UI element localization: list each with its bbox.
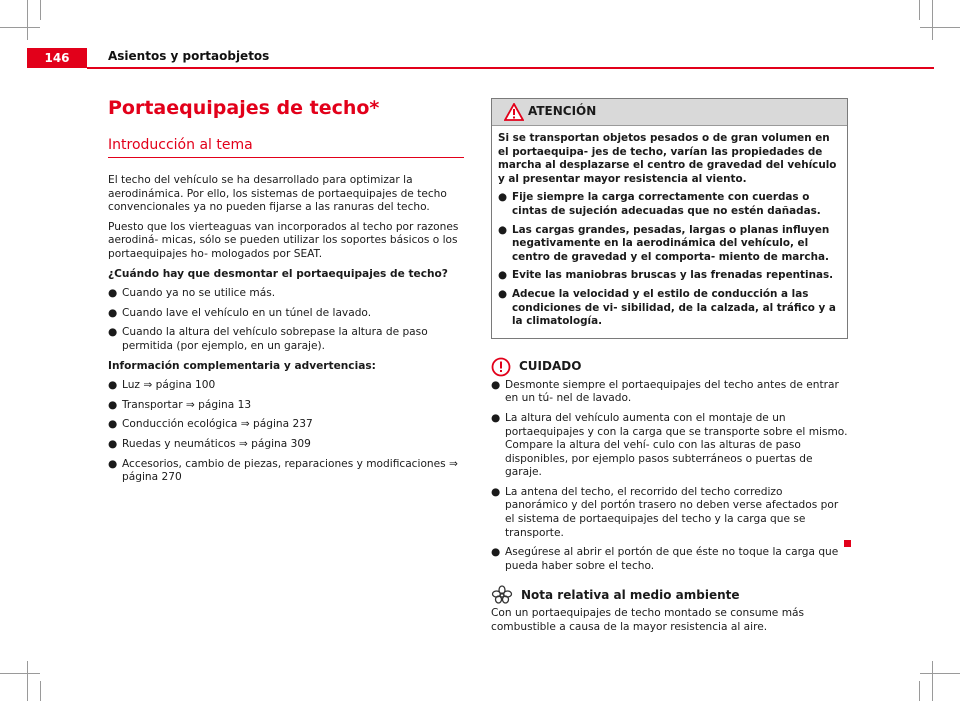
question-heading: ¿Cuándo hay que desmontar el portaequipajes de techo? bbox=[108, 267, 448, 280]
warning-intro: Si se transportan objetos pesados o de gran volumen en el portaequipa- jes de techo, varían las propiedades de marcha al desplazarse el centro de gravedad del vehículo y al presentar mayor resistencia al viento. bbox=[498, 132, 837, 185]
intro-paragraph: El techo del vehículo se ha desarrollado para optimizar la aerodinámica. Por ello, los sistemas de portaequipajes de techo convencionales ya no pueden fijarse a las ranuras del techo. bbox=[108, 174, 447, 214]
link-item[interactable]: ● Accesorios, cambio de piezas, reparaciones y modificaciones ⇒ página 270 bbox=[108, 457, 458, 484]
crop-mark bbox=[919, 681, 920, 701]
warning-triangle-icon bbox=[504, 103, 524, 121]
info-heading: Información complementaria y advertencias: bbox=[108, 359, 376, 372]
environment-flower-icon bbox=[491, 585, 513, 605]
link-item[interactable]: ● Ruedas y neumáticos ⇒ página 309 bbox=[108, 437, 311, 450]
crop-mark bbox=[920, 27, 960, 28]
list-item: ● La altura del vehículo aumenta con el montaje de un portaequipajes y con la carga que se transporte sobre el mismo. Compare la altura del vehí- culo con las alturas de paso disponibles, por ejemplo pasos subterráneos o puertas de garaje. bbox=[491, 411, 848, 479]
list-item: ● Asegúrese al abrir el portón de que éste no toque la carga que pueda haber sobre el techo. bbox=[491, 546, 839, 572]
warning-header bbox=[492, 99, 847, 126]
crop-mark bbox=[932, 661, 933, 701]
caution-exclamation-icon bbox=[491, 357, 511, 377]
environment-text: Con un portaequipajes de techo montado se consume más combustible a causa de la mayor resistencia al aire. bbox=[491, 607, 805, 634]
environment-title: Nota relativa al medio ambiente bbox=[521, 587, 740, 602]
crop-mark bbox=[40, 0, 41, 20]
list-item: ● Fije siempre la carga correctamente con cuerdas o cintas de sujeción adecuadas que no estén dañadas. bbox=[498, 191, 821, 217]
page-number: 146 bbox=[27, 48, 87, 68]
chapter-title: Asientos y portaobjetos bbox=[108, 49, 270, 63]
crop-mark bbox=[932, 0, 933, 40]
crop-mark bbox=[0, 27, 40, 28]
list-item: ● Desmonte siempre el portaequipajes del techo antes de entrar en un tú- nel de lavado. bbox=[491, 378, 839, 405]
crop-mark bbox=[920, 673, 960, 674]
crop-mark bbox=[919, 0, 920, 20]
crop-mark bbox=[0, 673, 40, 674]
environment-header bbox=[491, 585, 848, 605]
caution-section bbox=[491, 357, 848, 574]
list-item: ● Adecue la velocidad y el estilo de conducción a las condiciones de vi- sibilidad, de la calzada, al tráfico y a la climatología. bbox=[498, 287, 836, 328]
list-item: ● Cuando la altura del vehículo sobrepase la altura de paso permitida (por ejemplo, en un garaje). bbox=[108, 326, 428, 352]
left-column bbox=[108, 96, 464, 491]
caution-header bbox=[491, 357, 848, 377]
header-rule bbox=[87, 67, 934, 69]
environment-section bbox=[491, 585, 848, 634]
warning-box bbox=[491, 98, 848, 339]
intro-paragraph: Puesto que los vierteaguas van incorporados al techo por razones aerodiná- micas, sólo se pueden utilizar los soportes básicos o los portaequipajes ho- mologados por SEAT. bbox=[108, 220, 459, 260]
warning-body bbox=[492, 126, 847, 338]
section-title: Portaequipajes de techo* bbox=[108, 97, 380, 119]
warning-title: ATENCIÓN bbox=[528, 104, 597, 119]
list-item: ● Las cargas grandes, pesadas, largas o planas influyen negativamente en la aerodinámica del vehículo, el centro de gravedad y el comporta- miento de marcha. bbox=[498, 223, 830, 263]
crop-mark bbox=[27, 661, 28, 701]
crop-mark bbox=[27, 0, 28, 40]
list-item: ● Cuando lave el vehículo en un túnel de lavado. bbox=[108, 306, 372, 319]
list-item: ● Cuando ya no se utilice más. bbox=[108, 287, 276, 300]
link-item[interactable]: ● Luz ⇒ página 100 bbox=[108, 379, 216, 392]
link-item[interactable]: ● Transportar ⇒ página 13 bbox=[108, 398, 252, 411]
section-end-mark bbox=[844, 540, 851, 547]
crop-mark bbox=[40, 681, 41, 701]
section-subtitle: Introducción al tema bbox=[108, 136, 464, 158]
list-item: ● La antena del techo, el recorrido del techo corredizo panorámico y del portón trasero no deben verse afectados por el sistema de portaequipajes del techo y la carga que se transporte. bbox=[491, 485, 839, 539]
right-column bbox=[491, 98, 848, 641]
link-item[interactable]: ● Conducción ecológica ⇒ página 237 bbox=[108, 418, 313, 431]
list-item: ● Evite las maniobras bruscas y las frenadas repentinas. bbox=[498, 269, 834, 282]
caution-title: CUIDADO bbox=[519, 358, 582, 373]
